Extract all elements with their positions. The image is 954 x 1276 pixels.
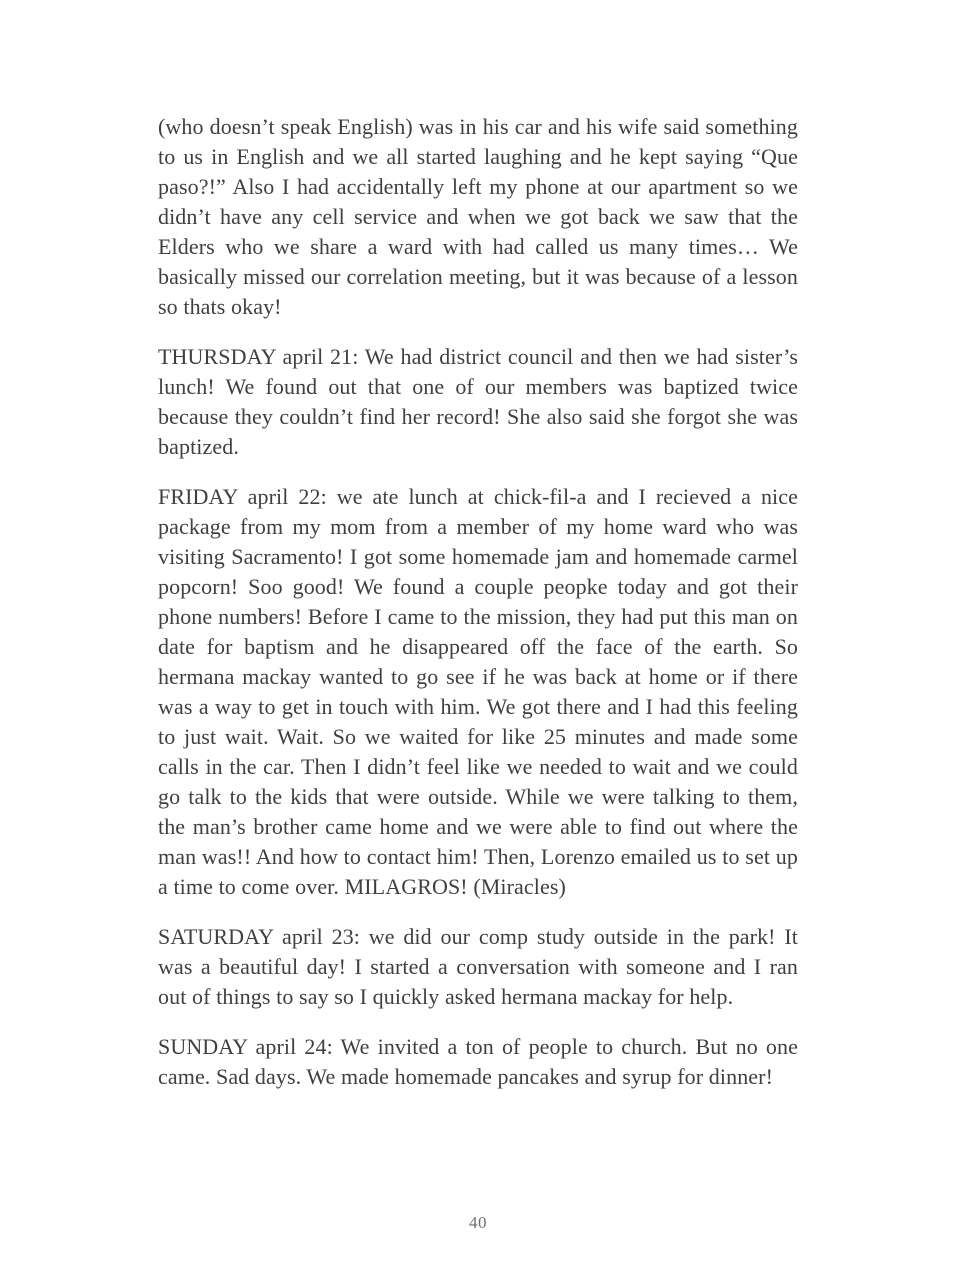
paragraph-thursday: THURSDAY april 21: We had district council and then we had sister’s lunch! We found out that one of our members was baptized twice because they couldn’t find her record! She also said she forgot she was baptized. [158, 344, 798, 459]
paragraph-saturday: SATURDAY april 23: we did our comp study outside in the park! It was a beautiful day! I started a conversation with someone and I ran out of things to say so I quickly asked hermana mackay for help. [158, 924, 798, 1009]
paragraph-friday: FRIDAY april 22: we ate lunch at chick-fil-a and I recieved a nice package from my mom from a member of my home ward who was visiting Sacramento! I got some homemade jam and homemade carmel popcorn! Soo good! We found a couple peopke today and got their phone numbers! Before I came to the mission, they had put this man on date for baptism and he disappeared off the face of the earth. So hermana mackay wanted to go see if he was back at home or if there was a way to get in touch with him. We got there and I had this feeling to just wait. Wait. So we waited for like 25 minutes and made some calls in the car. Then I didn’t feel like we needed to wait and we could go talk to the kids that were outside. While we were talking to them, the man’s brother came home and we were able to find out where the man was!! And how to contact him! Then, Lorenzo emailed us to set up a time to come over. MILAGROS! (Miracles) [158, 484, 798, 899]
page-footer [158, 1213, 798, 1233]
page-content [158, 112, 798, 1112]
page-number: 40 [469, 1213, 487, 1232]
paragraph-intro: (who doesn’t speak English) was in his car and his wife said something to us in English and we all started laughing and he kept saying “Que paso?!” Also I had accidentally left my phone at our apartment so we didn’t have any cell service and when we got back we saw that the Elders who we share a ward with had called us many times… We basically missed our correlation meeting, but it was because of a lesson so thats okay! [158, 114, 798, 319]
paragraph-sunday: SUNDAY april 24: We invited a ton of people to church. But no one came. Sad days. We made homemade pancakes and syrup for dinner! [158, 1034, 798, 1089]
